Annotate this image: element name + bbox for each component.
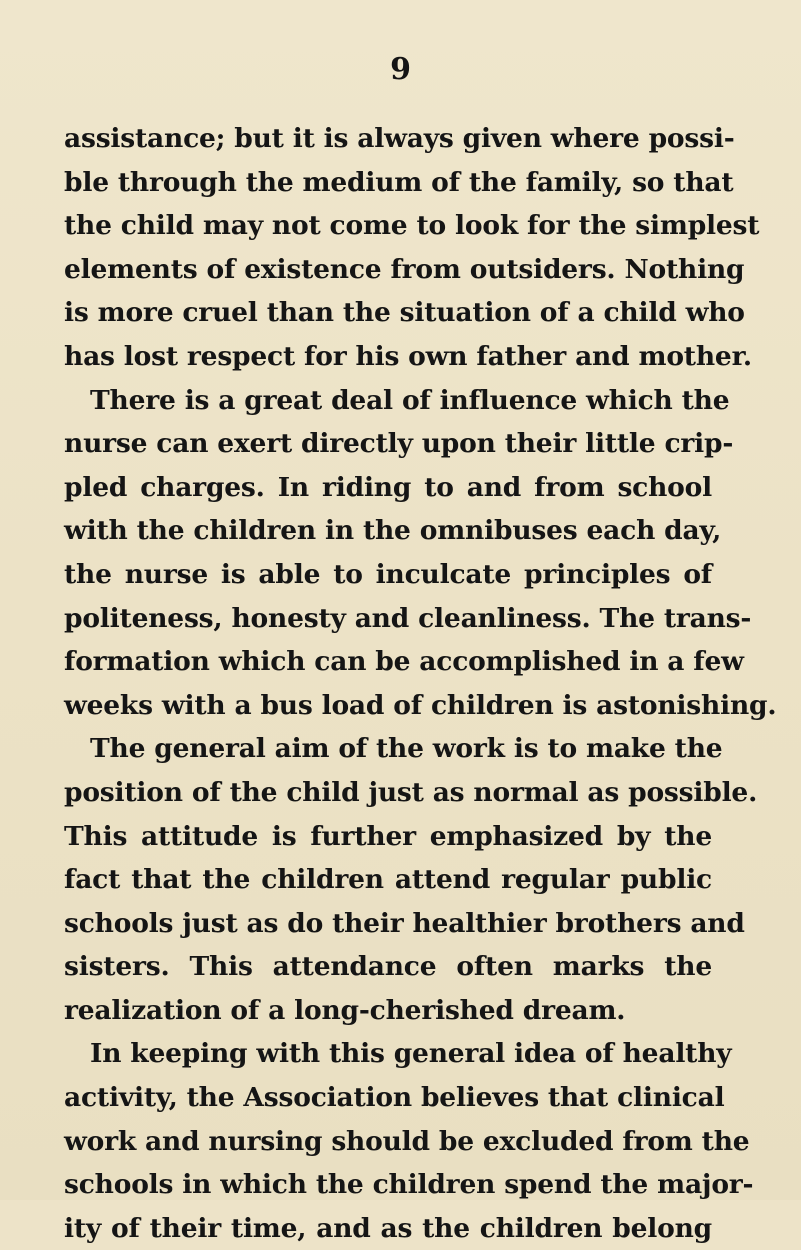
text-line-15: The general aim of the work is to make the [90,733,723,765]
text-line-1: assistance; but it is always given where possi- [64,123,735,154]
text-line-4: elements of existence from outsiders. Nothing [64,253,745,285]
text-line-5: is more cruel than the situation of a child who [64,297,745,329]
text-line-14: weeks with a bus load of children is astonishing. [64,689,777,721]
text-line-21: realization of a long-cherished dream. [64,994,626,1026]
text-line-22: In keeping with this general idea of healthy [90,1038,732,1070]
text-line-6: has lost respect for his own father and mother. [64,340,752,372]
text-line-10: with the children in the omnibuses each day, [64,515,722,547]
text-line-3: the child may not come to look for the simplest [64,210,760,242]
text-line-18: fact that the children attend regular public [64,864,712,896]
page-number: 9 [390,52,411,87]
text-line-12: politeness, honesty and cleanliness. The trans- [64,602,752,634]
text-line-11: the nurse is able to inculcate principles of [64,558,712,590]
text-line-24: work and nursing should be excluded from the [64,1125,750,1157]
text-line-8: nurse can exert directly upon their little crip- [64,428,734,460]
text-line-17: This attitude is further emphasized by the [64,820,712,852]
text-line-20: sisters. This attendance often marks the [64,951,712,983]
body-text [64,117,777,1250]
text-line-16: position of the child just as normal as possible. [64,776,758,808]
text-line-2: ble through the medium of the family, so that [64,166,734,198]
text-line-23: activity, the Association believes that clinical [64,1082,725,1114]
text-line-19: schools just as do their healthier brothers and [64,907,745,939]
text-line-25: schools in which the children spend the major- [64,1169,754,1201]
text-line-26: ity of their time, and as the children belong [64,1212,712,1244]
text-line-13: formation which can be accomplished in a few [64,646,744,678]
text-line-9: pled charges. In riding to and from school [64,471,712,503]
text-line-7: There is a great deal of influence which the [90,384,730,416]
